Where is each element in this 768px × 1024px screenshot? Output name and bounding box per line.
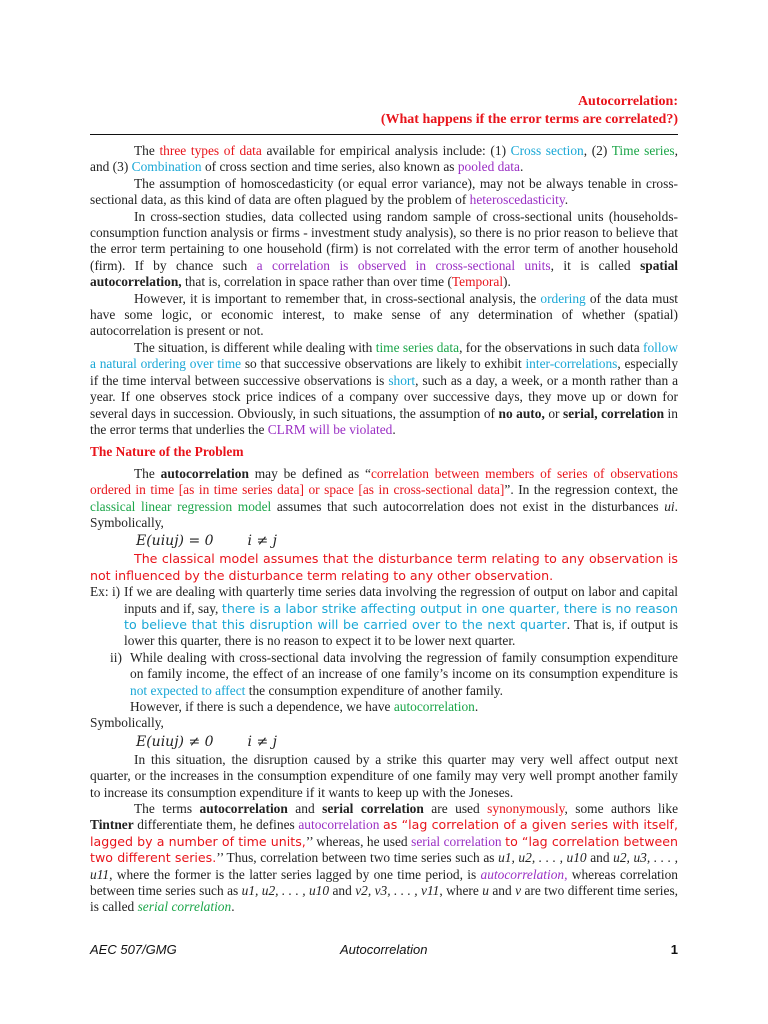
paragraph-classical-model: The classical model assumes that the disturbance term relating to any observation is not influenced by the disturbance term relating to any other observation. [90,551,678,583]
title-rule [90,134,678,135]
paragraph-data-types: The three types of data available for empirical analysis include: (1) Cross section, (2) Time series, and (3) Combination of cross section and time series, also known as pooled data. [90,143,678,175]
paragraph-cross-section: In cross-section studies, data collected using random sample of cross-sectional units (households-consumption function analysis or firms - investment study analysis), so there is no prior reason to believe that the error term pertaining to one household (firm) is not correlated with the error term of another household (firm). If by chance such a correlation is observed in cross-sectional units, it is called spatial autocorrelation, that is, correlation in space rather than over time (Temporal). [90,208,679,290]
paragraph-definition: The autocorrelation may be defined as “correlation between members of series of observations ordered in time [as in time series data] or space [as in cross-sectional data]”. In the regression context, the classical linear regression model assumes that such autocorrelation does not exist in the disturbances ui. Symbolically, [90,465,679,530]
equation-no-autocorrelation: E(uiuj) = 0 i ≠ j [136,533,277,550]
example-ii-label: ii) [110,649,122,665]
page-number: 1 [670,942,678,957]
paragraph-serial-correlation: The terms autocorrelation and serial correlation are used synonymously, some authors like Tintner differentiate them, he defines autocorrelation as “lag correlation of a given series with itself, lagged by a number of time units,’’ whereas, he used serial correlation to “lag correlation between two different series.’’ Thus, correlation between two time series such as u1, u2, . . . , u10 and u2, u3, . . . , u11, where the former is the latter series lagged by one time period, is autocorrelation, whereas correlation between time series such as u1, u2, . . . , u10 and v2, v3, . . . , v11, where u and v are two different time series, is called serial correlation. [90,801,679,915]
example-i-label: Ex: i) [90,584,121,600]
paragraph-strike-example: In this situation, the disruption caused by a strike this quarter may very well affect output next quarter, or the increases in the consumption expenditure of one family may very well prompt another family to increase its consumption expenditure if it wants to keep up with the Joneses. [90,751,678,800]
example-i: Ex: i) If we are dealing with quarterly time series data involving the regression of output on labor and capital inputs and if, say, there is a labor strike affecting output in one quarter, there is no reason to believe that this disruption will be carried over to the next quarter. That is, if output is lower this quarter, there is no reason to expect it to be lower next quarter. [90,584,678,649]
page-footer [90,942,678,960]
paragraph-ordering: However, it is important to remember that, in cross-sectional analysis, the ordering of the data must have some logic, or economic interest, to make sense of any determination of whether (spatial) autocorrelation is present or not. [90,290,679,339]
paragraph-time-series: The situation, is different while dealing with time series data, for the observations in such data follow a natural ordering over time so that successive observations are likely to exhibit inter-correlations, especially if the time interval between successive observations is short, such as a day, a week, or a month rather than a year. If one observes stock price indices of a company over successive days, they move up or down for several days in succession. Obviously, in such situations, the assumption of no auto, or serial, correlation in the error terms that underlies the CLRM will be violated. [90,339,679,437]
symbolically-label: Symbolically, [90,715,164,731]
title-line-2: (What happens if the error terms are correlated?) [380,112,678,127]
document-title [90,93,678,129]
equation-autocorrelation: E(uiuj) ≠ 0 i ≠ j [136,733,277,750]
example-ii: ii) While dealing with cross-sectional data involving the regression of family consumption expenditure on family income, the effect of an increase of one family’s income on its consumption expenditure is not expected to affect the consumption expenditure of another family. [110,649,678,698]
paragraph-dependence: However, if there is such a dependence, we have autocorrelation. [130,699,479,714]
footer-course-code: AEC 507/GMG [90,942,177,957]
section-heading: The Nature of the Problem [90,444,244,460]
document-page [90,93,678,916]
footer-title: Autocorrelation [340,942,428,957]
paragraph-homoscedasticity: The assumption of homoscedasticity (or equal error variance), may not be always tenable in cross-sectional data, as this kind of data are often plagued by the problem of heteroscedasticity. [90,175,678,208]
title-line-1: Autocorrelation: [577,94,678,109]
